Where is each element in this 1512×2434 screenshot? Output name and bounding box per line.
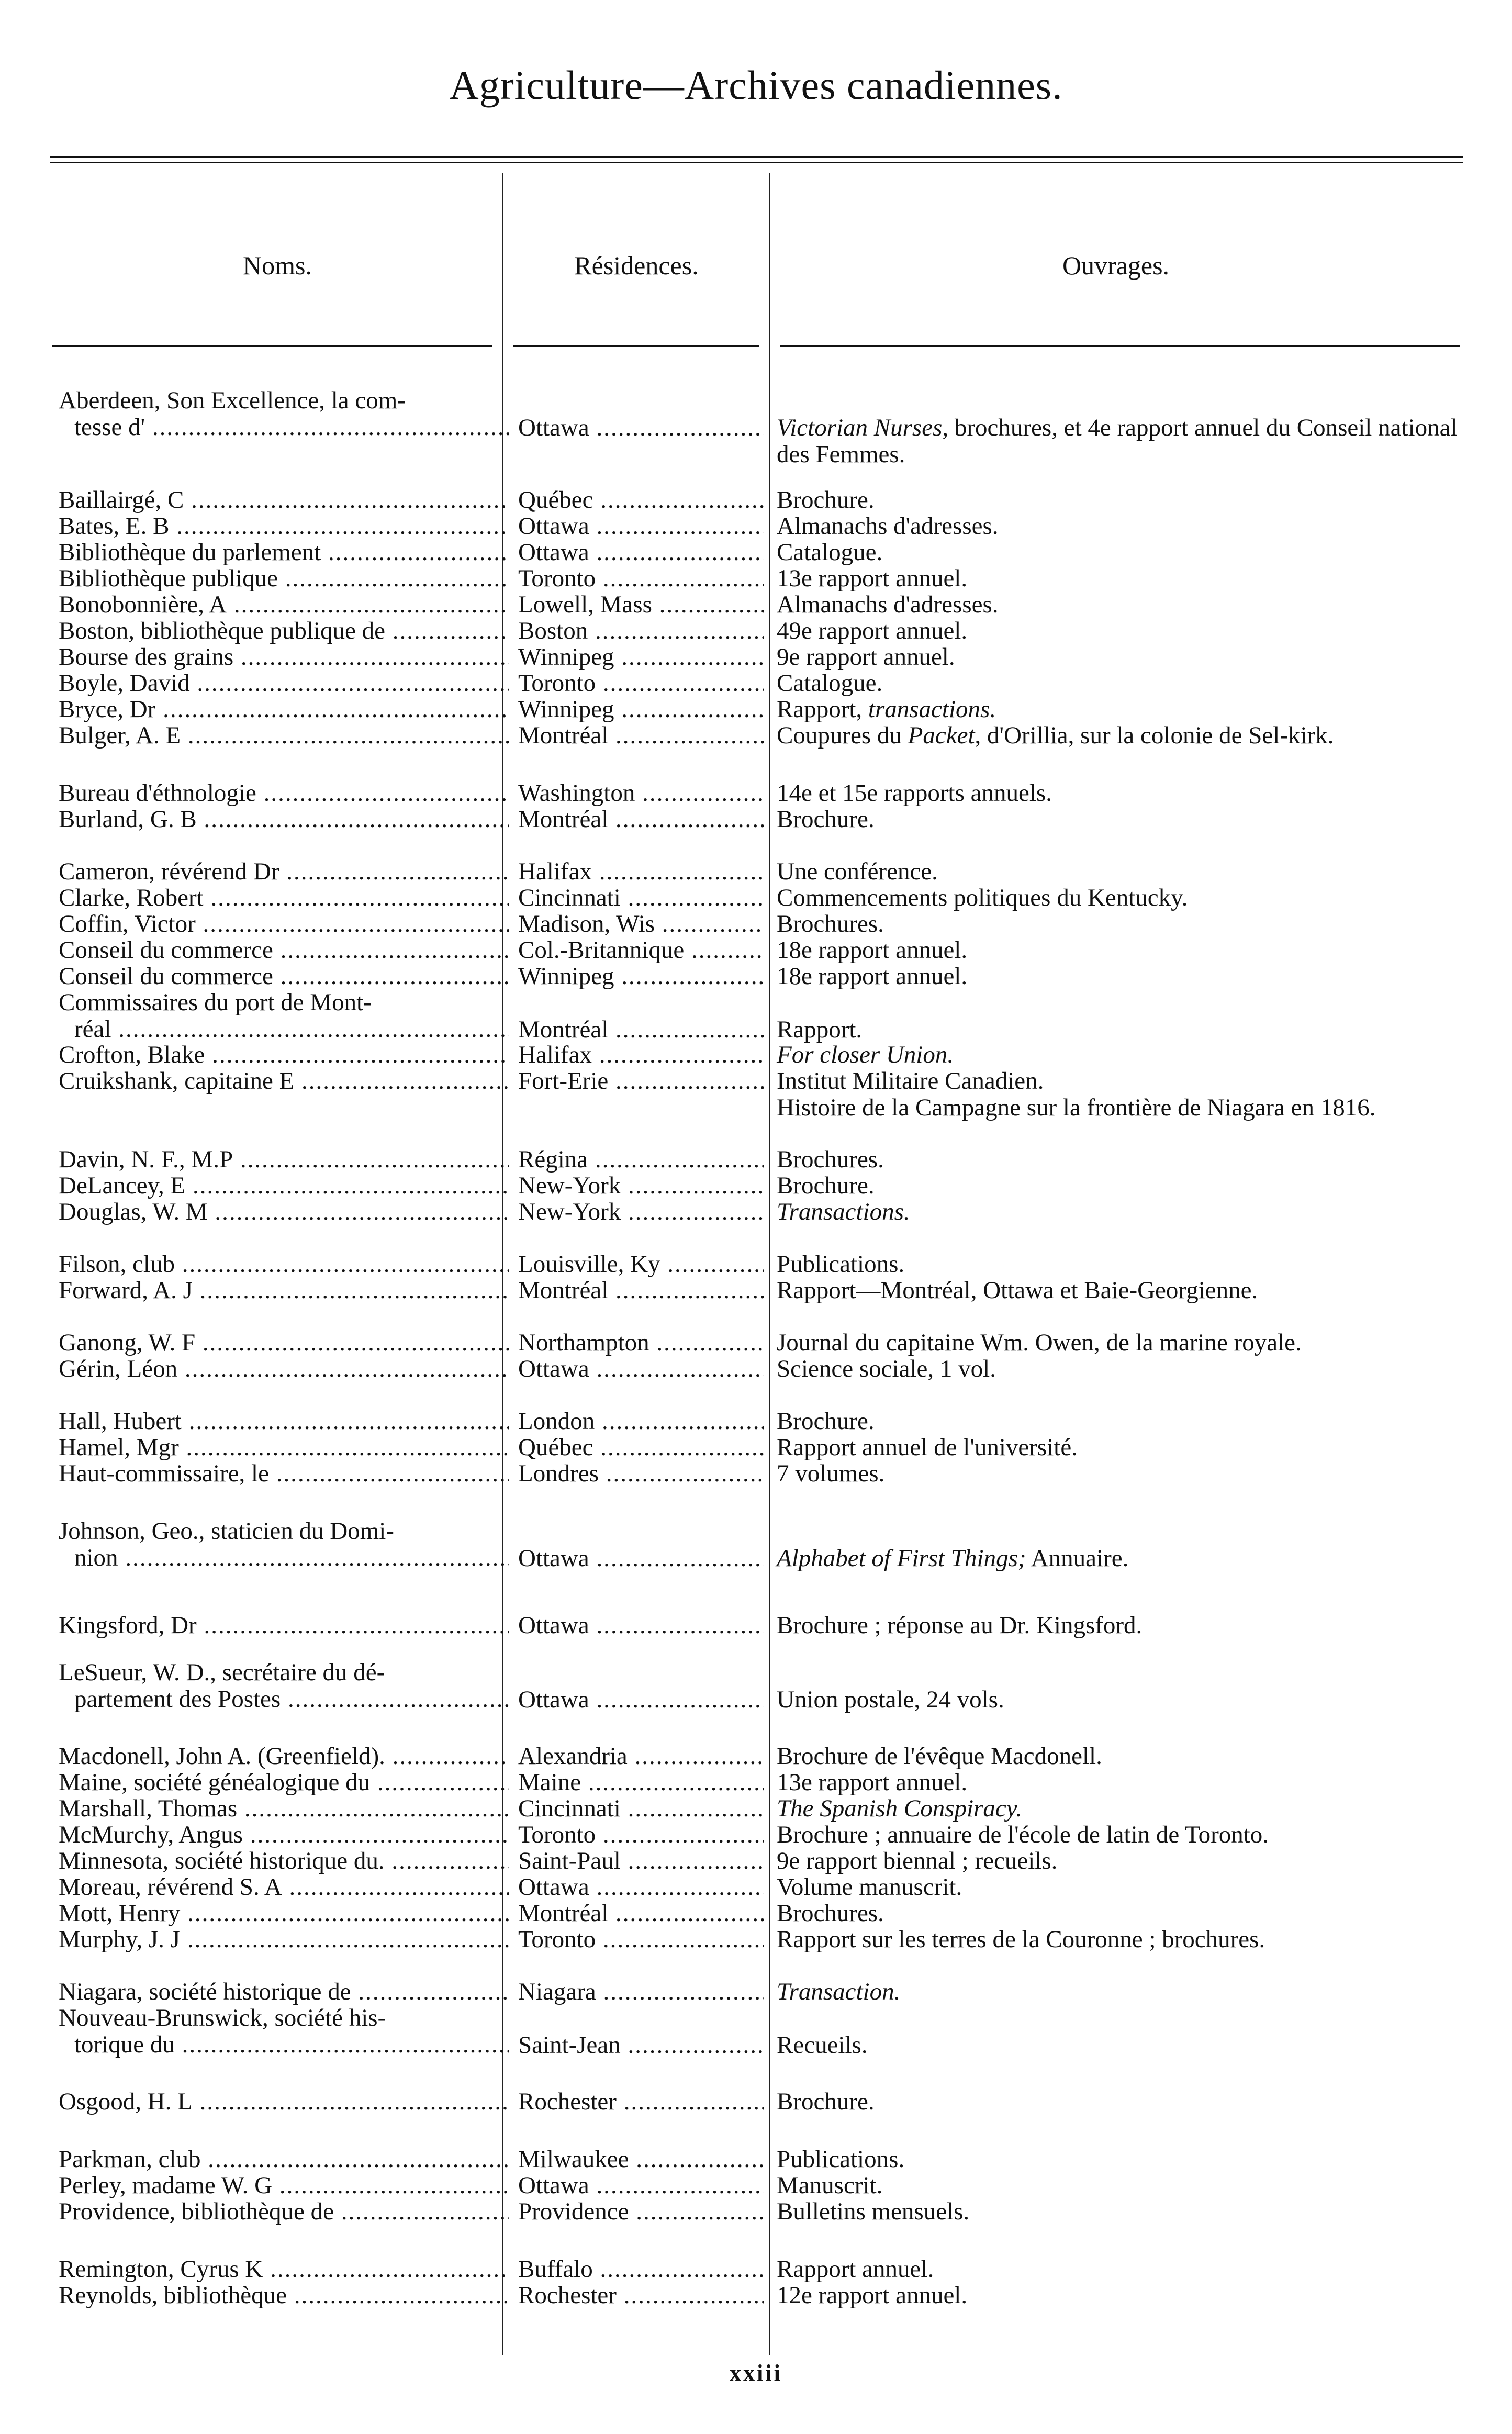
entry-name-text: Davin, N. F., M.P ..... (59, 1146, 509, 1173)
entry-residence: Madison, Wis ..... (518, 911, 764, 937)
entry-work: Brochures. (777, 910, 884, 937)
entry-residence: New-York ..... (518, 1199, 764, 1225)
entry-name-line1: Johnson, Geo., staticien du Domi- (59, 1518, 394, 1545)
entry-residence: Rochester ..... (518, 2282, 764, 2309)
entry-residence: Montréal ..... (518, 722, 764, 749)
header-rule-names (52, 345, 492, 347)
entry-name-text: Douglas, W. M ..... (59, 1199, 509, 1225)
entry-work: Brochures. (777, 1146, 884, 1173)
entry-name (59, 696, 509, 723)
column-divider-2 (769, 173, 770, 2355)
entry-name (59, 1848, 509, 1874)
entry-name-text: Hamel, Mgr ..... (59, 1434, 509, 1461)
top-rule-thick (50, 156, 1463, 158)
entry-residence: Montréal ..... (518, 1017, 764, 1043)
entry-name-text: Kingsford, Dr ..... (59, 1612, 509, 1639)
entry-name (59, 387, 509, 441)
entry-residence: Montréal ..... (518, 1900, 764, 1927)
entry-name-text: Mott, Henry ..... (59, 1900, 509, 1927)
entry-name-text: Conseil du commerce ..... (59, 963, 509, 990)
entry-work: 13e rapport annuel. (777, 565, 968, 592)
entry-name-text: Bureau d'éthnologie ..... (59, 780, 509, 807)
entry-name (59, 1408, 509, 1435)
entry-residence: Montréal ..... (518, 806, 764, 833)
entry-work: Brochure. (777, 486, 875, 513)
entry-name-text: Bonobonnière, A ..... (59, 591, 509, 618)
entry-residence: Londres ..... (518, 1460, 764, 1487)
entry-name-text: Cameron, révérend Dr ..... (59, 858, 509, 885)
entry-name (59, 722, 509, 749)
entry-residence: Québec ..... (518, 1434, 764, 1461)
entry-work: 49e rapport annuel. (777, 617, 968, 644)
entry-residence: Providence ..... (518, 2198, 764, 2225)
entry-residence: Maine ..... (518, 1769, 764, 1796)
entry-name-text: Crofton, Blake ..... (59, 1042, 509, 1068)
entry-work: Brochure ; réponse au Dr. Kingsford. (777, 1612, 1143, 1639)
column-header-residences: Résidences. (574, 251, 699, 280)
entry-residence: Ottawa ..... (518, 1356, 764, 1382)
entry-work: Brochure. (777, 2088, 875, 2115)
entry-residence: Winnipeg ..... (518, 644, 764, 671)
entry-residence: Toronto ..... (518, 1822, 764, 1848)
entry-name-text: Filson, club ..... (59, 1251, 509, 1278)
entry-name (59, 1743, 509, 1770)
entry-name (59, 937, 509, 964)
entry-name (59, 539, 509, 566)
entry-name (59, 670, 509, 697)
entry-name (59, 618, 509, 644)
entry-work: Brochure ; annuaire de l'école de latin de Toronto. (777, 1821, 1269, 1848)
header-rule-residences (513, 345, 759, 347)
entry-name-text: Parkman, club ..... (59, 2146, 509, 2173)
entry-residence: Toronto ..... (518, 1926, 764, 1953)
entry-name (59, 780, 509, 807)
header-rule-works (780, 345, 1460, 347)
entry-name-text: Bryce, Dr ..... (59, 696, 509, 723)
entry-residence: Régina ..... (518, 1146, 764, 1173)
entry-work-line2: Histoire de la Campagne sur la frontière de Niagara en 1816. (777, 1094, 1376, 1121)
entry-work: Catalogue. (777, 539, 883, 566)
entry-name (59, 1659, 509, 1713)
entry-work: Rapport, transactions. (777, 696, 996, 723)
entry-work: Transaction. (777, 1978, 901, 2005)
entry-work: Rapport—Montréal, Ottawa et Baie-Georgienne. (777, 1277, 1258, 1304)
entry-residence: Saint-Paul ..... (518, 1848, 764, 1874)
page-number: xxiii (730, 2360, 782, 2386)
entry-name-text: Bulger, A. E ..... (59, 722, 509, 749)
entry-name-text: Clarke, Robert ..... (59, 885, 509, 911)
entry-work: 18e rapport annuel. (777, 936, 968, 964)
column-header-works: Ouvrages. (1062, 251, 1170, 280)
entry-work: Brochures. (777, 1900, 884, 1927)
entry-residence: Winnipeg ..... (518, 963, 764, 990)
entry-name (59, 2146, 509, 2173)
entry-residence: Louisville, Ky ..... (518, 1251, 764, 1278)
entry-residence: Niagara ..... (518, 1979, 764, 2005)
entry-residence: Ottawa ..... (518, 513, 764, 540)
entry-name-line1: Commissaires du port de Mont- (59, 989, 372, 1016)
entry-name-text: Bibliothèque publique ..... (59, 565, 509, 592)
entry-work: Rapport annuel. (777, 2256, 934, 2283)
entry-name-text: Burland, G. B ..... (59, 806, 509, 833)
entry-name-text: Bibliothèque du parlement ..... (59, 539, 509, 566)
entry-name-line1: Nouveau-Brunswick, société his- (59, 2005, 386, 2031)
entry-name (59, 1769, 509, 1796)
entry-name-text: Coffin, Victor ..... (59, 911, 509, 937)
entry-name-text: McMurchy, Angus ..... (59, 1822, 509, 1848)
entry-name-text: Boston, bibliothèque publique de ..... (59, 618, 509, 644)
entry-name-text: Perley, madame W. G ..... (59, 2172, 509, 2199)
entry-name (59, 1926, 509, 1953)
entry-work: Catalogue. (777, 669, 883, 697)
entry-name (59, 2198, 509, 2225)
entry-work: 9e rapport biennal ; recueils. (777, 1847, 1058, 1874)
entry-work: Bulletins mensuels. (777, 2198, 970, 2225)
entry-work: Institut Militaire Canadien. Histoire de la Campagne sur la frontière de Niagara en 1816. (777, 1068, 1478, 1121)
entry-name (59, 1434, 509, 1461)
entry-name-text: Cruikshank, capitaine E ..... (59, 1068, 509, 1095)
entry-name (59, 513, 509, 540)
column-header-names: Noms. (243, 251, 312, 280)
entry-work: Alphabet of First Things; Annuaire. (777, 1545, 1129, 1572)
entry-name (59, 1251, 509, 1278)
entry-residence: Ottawa ..... (518, 415, 764, 441)
entry-name (59, 2005, 509, 2058)
entry-work: Brochure. (777, 1408, 875, 1435)
top-rule-thin (50, 162, 1463, 163)
entry-name (59, 885, 509, 911)
entry-name (59, 1874, 509, 1901)
entry-residence: Col.-Britannique ..... (518, 937, 764, 964)
entry-residence: Toronto ..... (518, 565, 764, 592)
entry-work: 13e rapport annuel. (777, 1769, 968, 1796)
entry-residence: Rochester ..... (518, 2089, 764, 2115)
entry-work: Une conférence. (777, 858, 938, 885)
entry-residence: Ottawa ..... (518, 2172, 764, 2199)
entry-name (59, 806, 509, 833)
page-title: Agriculture—Archives canadiennes. (449, 62, 1063, 108)
entry-residence: Toronto ..... (518, 670, 764, 697)
entry-name-text: Boyle, David ..... (59, 670, 509, 697)
entry-residence: New-York ..... (518, 1173, 764, 1199)
entry-work: Publications. (777, 2146, 905, 2173)
entry-name (59, 1042, 509, 1068)
entry-name-text: Bourse des grains ..... (59, 644, 509, 671)
entry-name (59, 911, 509, 937)
entry-name-text: Forward, A. J ..... (59, 1277, 509, 1304)
entry-name-text: Maine, société généalogique du ..... (59, 1769, 509, 1796)
entry-name-line2: torique du ..... (59, 2031, 509, 2058)
entry-name-text: Bates, E. B ..... (59, 513, 509, 540)
entry-work: Brochure. (777, 806, 875, 833)
entry-name-text: Macdonell, John A. (Greenfield). ..... (59, 1743, 509, 1770)
entry-work: 12e rapport annuel. (777, 2282, 968, 2309)
entry-residence: Ottawa ..... (518, 1612, 764, 1639)
entry-name-text: Marshall, Thomas ..... (59, 1795, 509, 1822)
entry-name-text: Remington, Cyrus K ..... (59, 2256, 509, 2283)
entry-work: 18e rapport annuel. (777, 963, 968, 990)
entry-residence: Ottawa ..... (518, 1687, 764, 1713)
entry-name (59, 1979, 509, 2005)
entry-residence: London ..... (518, 1408, 764, 1435)
entry-name (59, 2089, 509, 2115)
entry-work: Victorian Nurses, brochures, et 4e rapport annuel du Conseil national des Femmes. (777, 414, 1458, 468)
entry-name-text: Murphy, J. J ..... (59, 1926, 509, 1953)
entry-work: Coupures du Packet, d'Orillia, sur la colonie de Sel-kirk. (777, 722, 1334, 749)
entry-residence: Montréal ..... (518, 1277, 764, 1304)
entry-name-text: Reynolds, bibliothèque ..... (59, 2282, 509, 2309)
entry-residence: Winnipeg ..... (518, 696, 764, 723)
entry-name (59, 487, 509, 513)
entry-work: Union postale, 24 vols. (777, 1686, 1004, 1713)
entry-work: Recueils. (777, 2031, 868, 2059)
entry-work: Rapport sur les terres de la Couronne ; brochures. (777, 1926, 1265, 1953)
entry-name-line2: réal ..... (59, 1016, 509, 1043)
entry-name (59, 1146, 509, 1173)
entry-name (59, 1068, 509, 1095)
entry-work: Brochure. (777, 1172, 875, 1199)
entry-name-line2: tesse d' ..... (59, 414, 509, 441)
entry-residence: Milwaukee ..... (518, 2146, 764, 2173)
entry-name (59, 1900, 509, 1927)
entry-name (59, 1356, 509, 1382)
entry-work: Rapport annuel de l'université. (777, 1434, 1078, 1461)
entry-work: Manuscrit. (777, 2172, 883, 2199)
entry-name (59, 1173, 509, 1199)
entry-name (59, 1612, 509, 1639)
entry-residence: Halifax ..... (518, 1042, 764, 1068)
entry-name-text: Niagara, société historique de ..... (59, 1979, 509, 2005)
entry-work: For closer Union. (777, 1041, 954, 1068)
entry-residence: Boston ..... (518, 618, 764, 644)
entry-work: Publications. (777, 1251, 905, 1278)
entry-work: 9e rapport annuel. (777, 643, 955, 671)
entry-name-line1: Aberdeen, Son Excellence, la com- (59, 387, 406, 414)
entry-name (59, 2256, 509, 2283)
entry-name-text: Moreau, révérend S. A ..... (59, 1874, 509, 1901)
entry-name (59, 2172, 509, 2199)
entry-residence: Halifax ..... (518, 858, 764, 885)
entry-residence: Saint-Jean ..... (518, 2032, 764, 2059)
entry-residence: Alexandria ..... (518, 1743, 764, 1770)
entry-work: 14e et 15e rapports annuels. (777, 779, 1052, 807)
entry-name-line2: partement des Postes ..... (59, 1686, 509, 1713)
entry-name-text: Minnesota, société historique du. ..... (59, 1848, 509, 1874)
entry-residence: Cincinnati ..... (518, 1795, 764, 1822)
entry-residence: Québec ..... (518, 487, 764, 513)
entry-work: Transactions. (777, 1198, 910, 1225)
entry-residence: Washington ..... (518, 780, 764, 807)
entry-name (59, 1822, 509, 1848)
entry-residence: Ottawa ..... (518, 1874, 764, 1901)
entry-residence: Lowell, Mass ..... (518, 591, 764, 618)
entry-name (59, 1460, 509, 1487)
entry-work: Almanachs d'adresses. (777, 512, 999, 540)
entry-work: Brochure de l'évêque Macdonell. (777, 1743, 1102, 1770)
entry-residence: Cincinnati ..... (518, 885, 764, 911)
entry-name (59, 591, 509, 618)
entry-name-text: Baillairgé, C ..... (59, 487, 509, 513)
entry-name-text: Hall, Hubert ..... (59, 1408, 509, 1435)
entry-name-text: Conseil du commerce ..... (59, 937, 509, 964)
entry-name-text: Gérin, Léon ..... (59, 1356, 509, 1382)
entry-name-text: Haut-commissaire, le ..... (59, 1460, 509, 1487)
entry-name (59, 858, 509, 885)
entry-name (59, 1330, 509, 1356)
entry-residence: Ottawa ..... (518, 1545, 764, 1572)
entry-name-text: Osgood, H. L ..... (59, 2089, 509, 2115)
entry-name (59, 2282, 509, 2309)
entry-work: Commencements politiques du Kentucky. (777, 884, 1188, 911)
entry-residence: Fort-Erie ..... (518, 1068, 764, 1095)
entry-residence: Ottawa ..... (518, 539, 764, 566)
entry-name (59, 963, 509, 990)
entry-name-text: Ganong, W. F ..... (59, 1330, 509, 1356)
entry-name (59, 565, 509, 592)
entry-name-text: Providence, bibliothèque de ..... (59, 2198, 509, 2225)
entry-work: The Spanish Conspiracy. (777, 1795, 1022, 1822)
entry-name (59, 1518, 509, 1571)
entry-work: Volume manuscrit. (777, 1873, 962, 1901)
entry-name-line2: nion ..... (59, 1545, 509, 1571)
entry-name (59, 1795, 509, 1822)
entry-name-line1: LeSueur, W. D., secrétaire du dé- (59, 1659, 385, 1686)
entry-name-text: DeLancey, E ..... (59, 1173, 509, 1199)
entry-name (59, 1199, 509, 1225)
entry-name (59, 989, 509, 1043)
entry-work: Almanachs d'adresses. (777, 591, 999, 618)
entry-residence: Northampton ..... (518, 1330, 764, 1356)
entry-work: 7 volumes. (777, 1460, 885, 1487)
entry-name (59, 1277, 509, 1304)
entry-name (59, 644, 509, 671)
entry-work: Journal du capitaine Wm. Owen, de la marine royale. (777, 1329, 1302, 1356)
entry-work: Science sociale, 1 vol. (777, 1355, 996, 1382)
entry-residence: Buffalo ..... (518, 2256, 764, 2283)
entry-work: Rapport. (777, 1016, 863, 1043)
